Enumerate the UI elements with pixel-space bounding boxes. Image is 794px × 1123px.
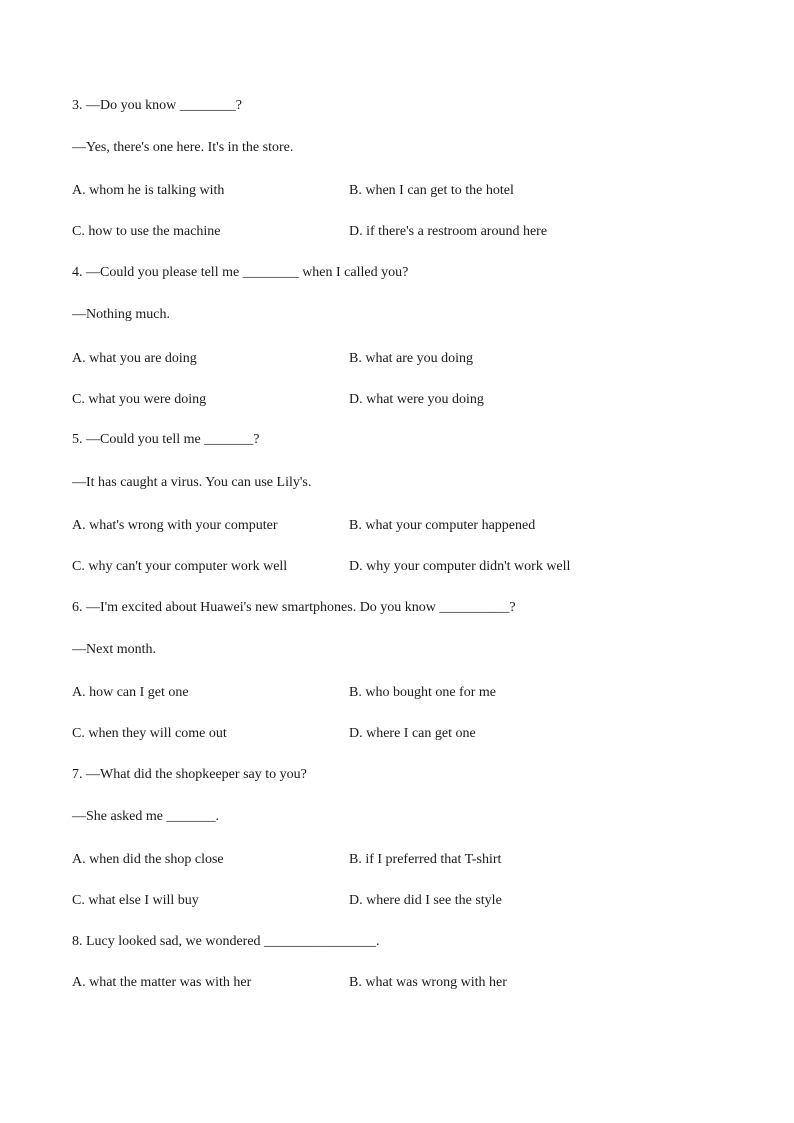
question-4-option-a: A. what you are doing <box>72 351 197 366</box>
question-5-options-row-1 <box>72 517 732 535</box>
question-8-option-b: B. what was wrong with her <box>349 975 507 990</box>
question-6-option-a: A. how can I get one <box>72 685 189 700</box>
question-5-options-row-2 <box>72 558 732 576</box>
question-7-option-a: A. when did the shop close <box>72 852 224 867</box>
question-6-option-d: D. where I can get one <box>349 726 476 741</box>
question-4-option-b: B. what are you doing <box>349 351 474 366</box>
question-7-option-d: D. where did I see the style <box>349 893 502 908</box>
question-4-options-row-1 <box>72 350 732 368</box>
question-5-stem: 5. —Could you tell me _______? <box>72 432 260 447</box>
question-6-options-row-2 <box>72 725 732 743</box>
question-5-option-c: C. why can't your computer work well <box>72 559 288 574</box>
question-3-options-row-1 <box>72 182 732 200</box>
question-6-reply: —Next month. <box>72 642 156 657</box>
question-5-option-a: A. what's wrong with your computer <box>72 518 278 533</box>
question-7-options-row-2 <box>72 892 732 910</box>
question-3-option-d: D. if there's a restroom around here <box>349 224 548 239</box>
question-5-reply: —It has caught a virus. You can use Lily's. <box>72 475 312 490</box>
question-3-option-a: A. whom he is talking with <box>72 183 225 198</box>
question-4-reply: —Nothing much. <box>72 307 170 322</box>
question-8-option-a: A. what the matter was with her <box>72 975 252 990</box>
question-6-options-row-1 <box>72 684 732 702</box>
question-7-option-c: C. what else I will buy <box>72 893 199 908</box>
question-3-reply: —Yes, there's one here. It's in the store. <box>72 140 294 155</box>
question-4-option-c: C. what you were doing <box>72 392 207 407</box>
question-3-stem: 3. —Do you know ________? <box>72 98 242 113</box>
question-7-options-row-1 <box>72 851 732 869</box>
question-6-stem: 6. —I'm excited about Huawei's new smartphones. Do you know __________? <box>72 600 516 615</box>
question-4-option-d: D. what were you doing <box>349 392 484 407</box>
question-6-option-c: C. when they will come out <box>72 726 227 741</box>
question-5-option-d: D. why your computer didn't work well <box>349 559 571 574</box>
question-4-options-row-2 <box>72 391 732 409</box>
question-7-stem: 7. —What did the shopkeeper say to you? <box>72 767 307 782</box>
question-4-stem: 4. —Could you please tell me ________ when I called you? <box>72 265 409 280</box>
question-8-stem: 8. Lucy looked sad, we wondered ________________. <box>72 934 380 949</box>
question-6-option-b: B. who bought one for me <box>349 685 496 700</box>
question-3-option-c: C. how to use the machine <box>72 224 221 239</box>
question-3-options-row-2 <box>72 223 732 241</box>
question-7-option-b: B. if I preferred that T-shirt <box>349 852 502 867</box>
question-7-reply: —She asked me _______. <box>72 809 219 824</box>
question-5-option-b: B. what your computer happened <box>349 518 536 533</box>
question-3-option-b: B. when I can get to the hotel <box>349 183 514 198</box>
question-8-options-row-1 <box>72 974 732 992</box>
